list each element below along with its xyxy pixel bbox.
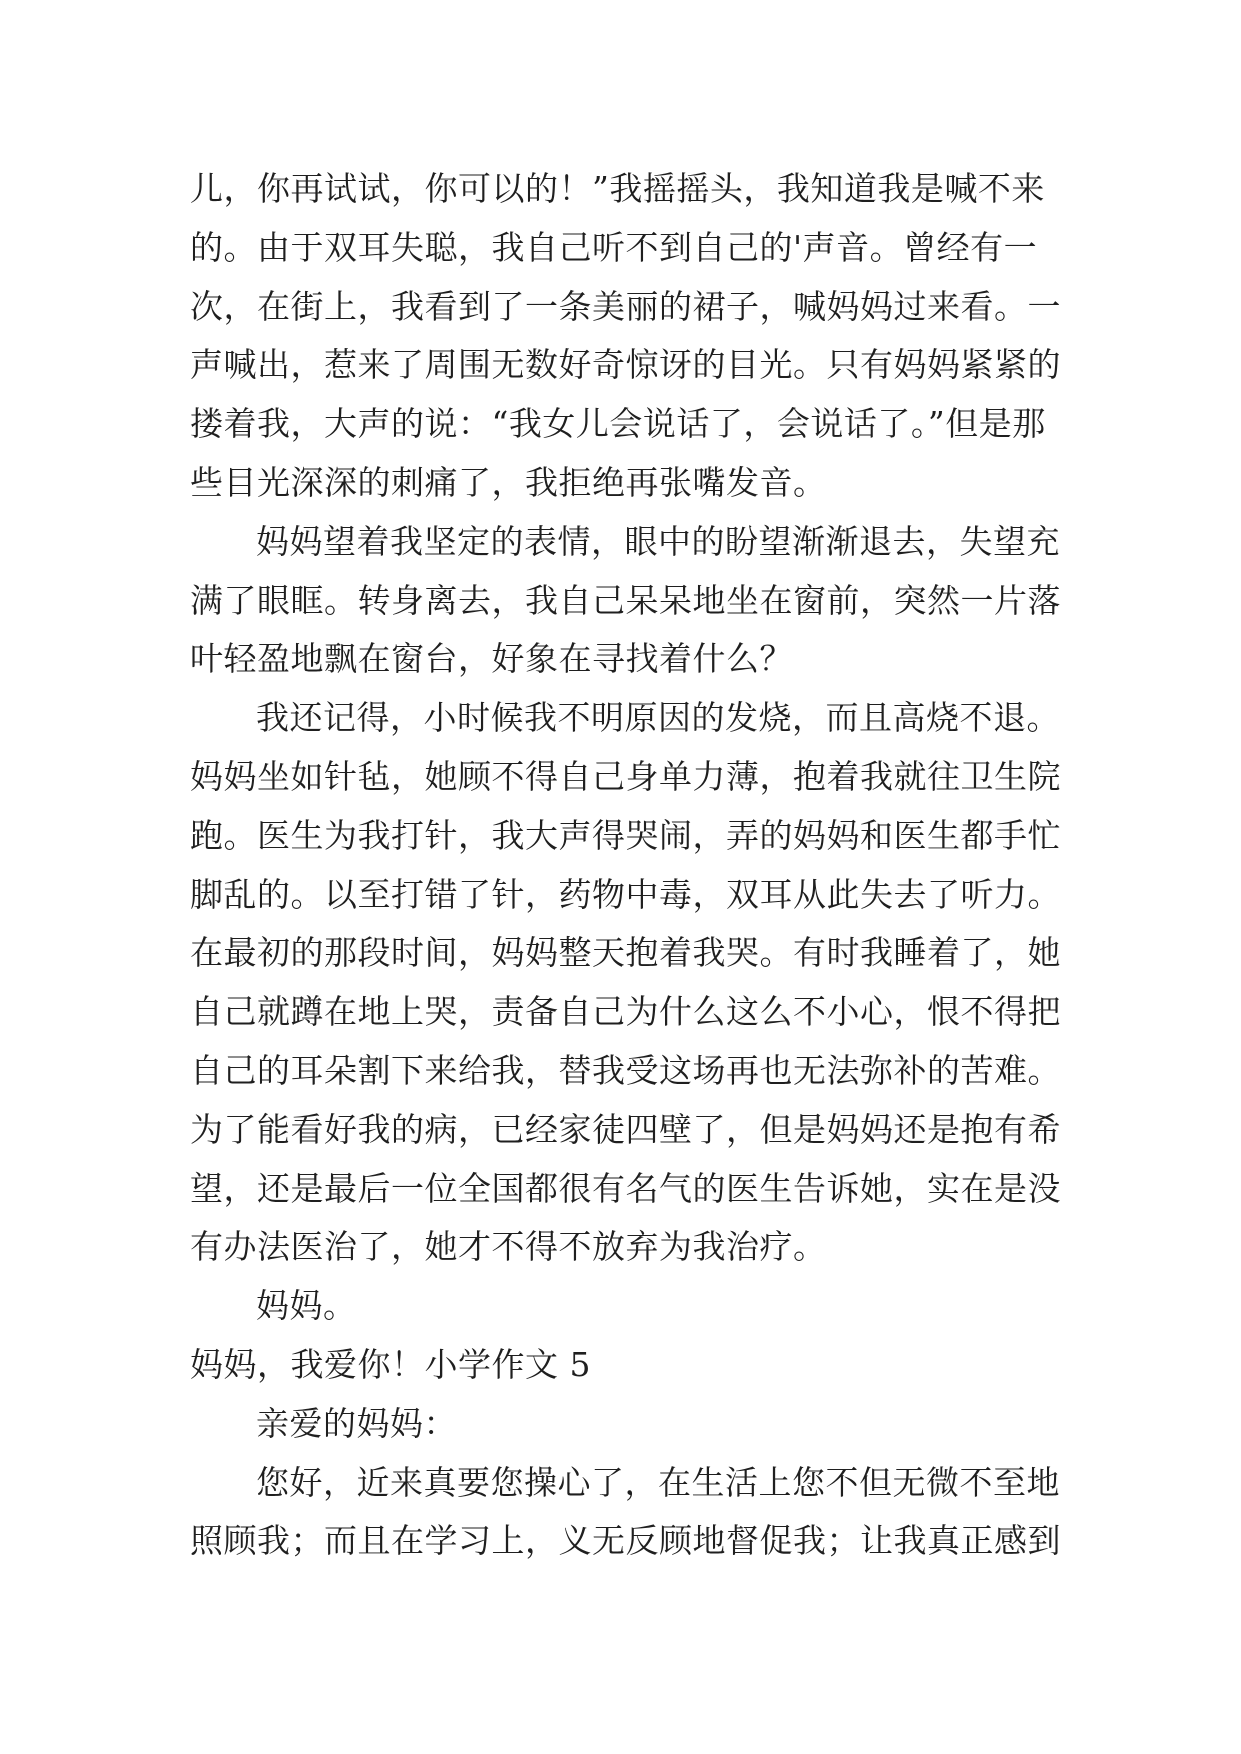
text-line: 望，还是最后一位全国都很有名气的医生告诉她，实在是没 xyxy=(190,1168,1061,1208)
text-line: 在最初的那段时间，妈妈整天抱着我哭。有时我睡着了，她 xyxy=(190,933,1061,973)
paragraph-start-line: 您好，近来真要您操心了，在生活上您不但无微不至地 xyxy=(256,1462,1060,1502)
text-line: 自己就蹲在地上哭，责备自己为什么这么不小心，恨不得把 xyxy=(190,992,1061,1032)
text-line: 次，在街上，我看到了一条美丽的裙子，喊妈妈过来看。一 xyxy=(190,286,1061,326)
text-line: 儿，你再试试，你可以的！”我摇摇头，我知道我是喊不来 xyxy=(190,169,1045,208)
text-line: 些目光深深的刺痛了，我拒绝再张嘴发音。 xyxy=(190,462,827,502)
text-line: 有办法医治了，她才不得不放弃为我治疗。 xyxy=(190,1227,827,1267)
letter-salutation: 亲爱的妈妈： xyxy=(256,1403,457,1443)
paragraph-start-line: 妈妈望着我坚定的表情，眼中的盼望渐渐退去，失望充 xyxy=(256,521,1060,561)
text-line: 的。由于双耳失聪，我自己听不到自己的'声音。曾经有一 xyxy=(190,227,1038,267)
text-line: 声喊出，惹来了周围无数好奇惊讶的目光。只有妈妈紧紧的 xyxy=(190,345,1061,385)
text-line: 为了能看好我的病，已经家徒四壁了，但是妈妈还是抱有希 xyxy=(190,1109,1061,1149)
text-line: 满了眼眶。转身离去，我自己呆呆地坐在窗前，突然一片落 xyxy=(190,580,1061,620)
text-line: 脚乱的。以至打错了针，药物中毒，双耳从此失去了听力。 xyxy=(190,874,1061,914)
section-heading: 妈妈，我爱你！小学作文 5 xyxy=(190,1344,591,1384)
text-line: 叶轻盈地飘在窗台，好象在寻找着什么？ xyxy=(190,639,793,679)
paragraph-start-line: 我还记得，小时候我不明原因的发烧，而且高烧不退。 xyxy=(256,698,1060,738)
paragraph-start-line: 妈妈。 xyxy=(256,1286,357,1326)
text-line: 照顾我；而且在学习上，义无反顾地督促我；让我真正感到 xyxy=(190,1521,1061,1561)
essay-text xyxy=(190,160,1080,1571)
text-line: 妈妈坐如针毡，她顾不得自己身单力薄，抱着我就往卫生院 xyxy=(190,756,1061,796)
text-line: 跑。医生为我打针，我大声得哭闹，弄的妈妈和医生都手忙 xyxy=(190,815,1061,855)
text-line: 自己的耳朵割下来给我，替我受这场再也无法弥补的苦难。 xyxy=(190,1050,1061,1090)
text-line: 搂着我，大声的说：“我女儿会说话了，会说话了。”但是那 xyxy=(190,404,1046,444)
